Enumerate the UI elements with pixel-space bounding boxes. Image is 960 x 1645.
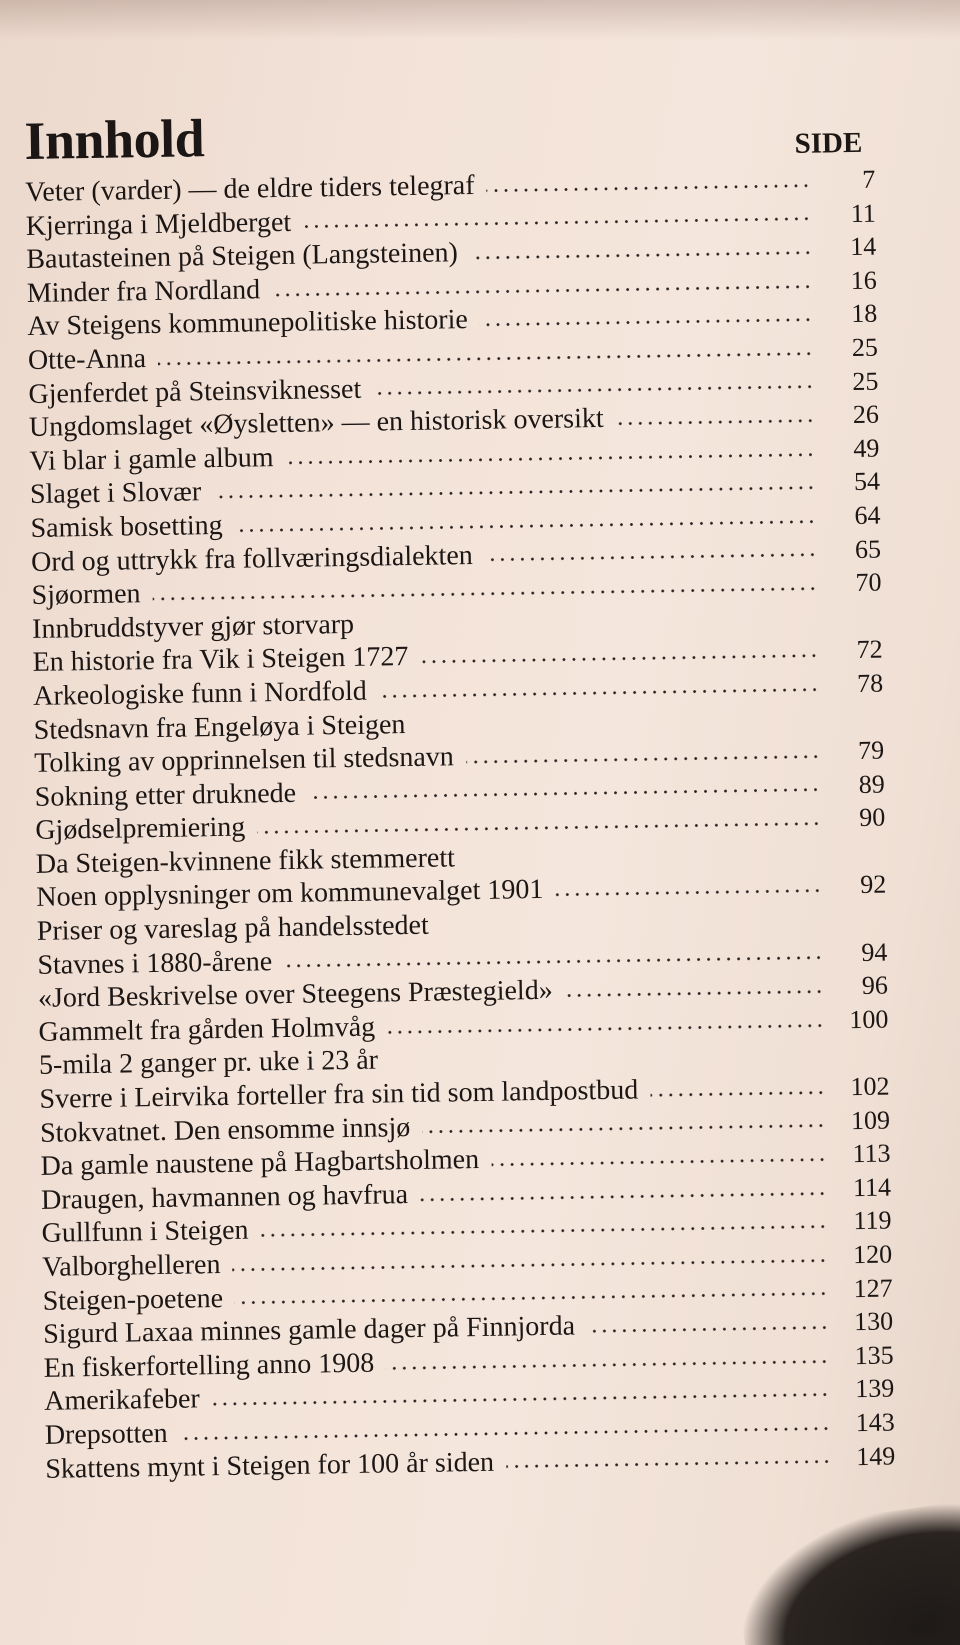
- toc-entry-page: 90: [858, 802, 886, 833]
- toc-entry-title: Draugen, havmannen og havfrua: [40, 1178, 409, 1216]
- toc-entry-page: [837, 927, 887, 928]
- toc-entry-page: 25: [851, 332, 879, 362]
- leader-dots: [485, 550, 817, 565]
- leader-dots: [650, 1087, 825, 1100]
- table-of-contents: [24, 97, 896, 1485]
- toc-entry-page: 64: [854, 500, 881, 530]
- leader-dots: [480, 315, 814, 330]
- toc-entry-page: 92: [860, 870, 887, 900]
- toc-entry-title: Sokning etter druknede: [34, 777, 297, 813]
- toc-entry-page: 26: [852, 399, 880, 430]
- toc-entry-title: En historie fra Vik i Steigen 1727: [32, 641, 409, 679]
- leader-dots: [286, 449, 816, 467]
- toc-entry-title: Minder fra Nordland: [26, 274, 261, 309]
- toc-entry-page: 109: [850, 1105, 891, 1135]
- toc-entry-title: Valborghelleren: [41, 1249, 221, 1283]
- toc-entry-page: 16: [850, 265, 878, 295]
- leader-dots: [158, 348, 814, 368]
- toc-entry-title: Bautasteinen på Steigen (Langsteinen): [26, 237, 459, 276]
- toc-entry-page: 114: [852, 1172, 892, 1202]
- toc-entry-page: 14: [850, 231, 877, 262]
- toc-entry-title: Ungdomslaget «Øysletten» — en historisk oversikt: [28, 403, 604, 444]
- toc-entry-title: Steigen-poetene: [42, 1282, 224, 1317]
- toc-entry-page: 94: [861, 937, 888, 967]
- leader-dots: [422, 1121, 826, 1137]
- toc-entry-page: 70: [855, 567, 882, 598]
- toc-entry-title: Amerikafeber: [44, 1383, 200, 1418]
- leader-dots: [387, 1020, 824, 1037]
- toc-entry-page: 49: [853, 433, 880, 463]
- toc-entry-page: 143: [855, 1407, 895, 1438]
- toc-entry-title: Arkeologiske funn i Nordfold: [32, 675, 368, 712]
- toc-entry-page: 65: [854, 534, 882, 564]
- toc-entry-page: [832, 624, 882, 625]
- toc-entry-title: Sigurd Laxaa minnes gamle dager på Finnjorda: [42, 1310, 576, 1351]
- toc-entry-title: Da gamle naustene på Hagbartsholmen: [40, 1144, 480, 1183]
- toc-entry-page: 135: [854, 1340, 894, 1370]
- leader-dots: [487, 180, 812, 195]
- leader-dots: [235, 516, 817, 535]
- toc-entry-title: Da Steigen-kvinnene fikk stemmerett: [35, 842, 456, 880]
- toc-entries: [25, 163, 895, 1486]
- toc-entry-page: 79: [857, 735, 885, 766]
- toc-entry-title: Gammelt fra gården Holmvåg: [38, 1011, 376, 1048]
- toc-entry-page: 54: [853, 466, 881, 497]
- toc-entry-title: Stokvatnet. Den ensomme innsjø: [39, 1111, 411, 1149]
- leader-dots: [261, 1222, 828, 1241]
- toc-entry-page: 100: [849, 1004, 889, 1034]
- toc-entry-page: 139: [854, 1373, 895, 1404]
- leader-dots: [303, 214, 812, 232]
- toc-entry-title: Noen opplysninger om kommunevalget 1901: [36, 874, 544, 914]
- toc-entry-title: Slaget i Slovær: [29, 476, 202, 511]
- leader-dots: [420, 1188, 827, 1204]
- leader-dots: [213, 483, 816, 502]
- leader-dots: [441, 919, 823, 935]
- toc-entry-title: Veter (varder) — de eldre tiders telegraf: [25, 169, 475, 208]
- toc-entry-title: En fiskerfortelling anno 1908: [43, 1347, 375, 1384]
- toc-entry-title: Gjødselpremiering: [35, 811, 246, 847]
- leader-dots: [235, 1289, 829, 1308]
- leader-dots: [587, 1322, 829, 1336]
- toc-entry-page: 120: [852, 1239, 893, 1270]
- leader-dots: [366, 617, 818, 634]
- toc-entry-page: 96: [861, 970, 889, 1001]
- toc-entry-title: Av Steigens kommunepolitiske historie: [27, 304, 469, 343]
- toc-entry-page: 18: [851, 298, 878, 329]
- toc-entry-page: 127: [853, 1273, 893, 1303]
- leader-dots: [390, 1054, 825, 1071]
- toc-entry-page: [836, 859, 886, 860]
- toc-entry-page: 11: [850, 198, 876, 228]
- leader-dots: [417, 718, 819, 734]
- toc-entry-page: 25: [852, 366, 879, 396]
- page-title: Innhold: [24, 108, 205, 171]
- page-top-shadow: [0, 0, 960, 40]
- toc-entry-title: Drepsotten: [44, 1417, 168, 1451]
- toc-entry-title: Stedsnavn fra Engeløya i Steigen: [33, 708, 406, 746]
- toc-entry-title: Samisk bosetting: [30, 509, 223, 544]
- toc-entry-title: Otte-Anna: [27, 343, 147, 376]
- leader-dots: [420, 651, 818, 667]
- toc-entry-page: 102: [850, 1071, 890, 1102]
- toc-entry-title: Priser og vareslag på handelsstedet: [36, 909, 429, 947]
- toc-entry-title: Innbruddstyver gjør storvarp: [31, 608, 355, 645]
- toc-entry-page: 78: [856, 668, 884, 698]
- toc-entry-page: 89: [858, 769, 885, 799]
- toc-entry-page: 149: [856, 1441, 896, 1471]
- leader-dots: [212, 1390, 831, 1410]
- toc-entry-title: 5-mila 2 ganger pr. uke i 23 år: [38, 1044, 379, 1082]
- toc-entry-title: «Jord Beskrivelse over Steegens Præstegield»: [37, 975, 553, 1015]
- leader-dots: [257, 819, 821, 838]
- toc-entry-title: Ord og uttrykk fra follværingsdialekten: [30, 539, 473, 578]
- leader-dots: [466, 751, 821, 767]
- leader-dots: [284, 953, 823, 971]
- leader-dots: [379, 684, 819, 701]
- toc-entry-title: Gullfunn i Steigen: [41, 1215, 249, 1250]
- toc-entry-title: Stavnes i 1880-årene: [37, 945, 273, 981]
- toc-entry-title: Vi blar i gamle album: [29, 441, 274, 477]
- leader-dots: [467, 852, 822, 868]
- toc-entry-page: 72: [856, 634, 883, 665]
- page-column-label: SIDE: [794, 126, 863, 160]
- toc-entry-title: Sjøormen: [31, 578, 141, 612]
- toc-entry-title: Kjerringa i Mjeldberget: [25, 206, 292, 242]
- toc-entry-page: [834, 725, 884, 726]
- leader-dots: [386, 1356, 830, 1373]
- toc-entry-title: Skattens mynt i Steigen for 100 år siden: [45, 1446, 495, 1485]
- leader-dots: [616, 416, 815, 429]
- leader-dots: [180, 1423, 831, 1443]
- leader-dots: [308, 785, 821, 803]
- leader-dots: [491, 1155, 827, 1170]
- leader-dots: [272, 281, 813, 299]
- leader-dots: [565, 987, 824, 1001]
- toc-entry-page: 7: [861, 164, 876, 194]
- toc-entry-page: 130: [853, 1306, 894, 1337]
- leader-dots: [470, 248, 813, 263]
- toc-entry-title: Sverre i Leirvika forteller fra sin tid som landpostbud: [39, 1074, 639, 1115]
- toc-entry-page: 113: [852, 1138, 891, 1169]
- leader-dots: [373, 382, 814, 399]
- toc-entry-title: Tolking av opprinnelsen til stedsnavn: [34, 741, 455, 780]
- toc-entry-page: [839, 1061, 889, 1062]
- toc-entry-title: Gjenferdet på Steinsviknesset: [28, 373, 362, 410]
- page-corner-shadow: [729, 1498, 960, 1645]
- leader-dots: [555, 886, 822, 900]
- leader-dots: [506, 1457, 831, 1472]
- toc-entry-page: 119: [853, 1205, 892, 1236]
- leader-dots: [232, 1255, 828, 1274]
